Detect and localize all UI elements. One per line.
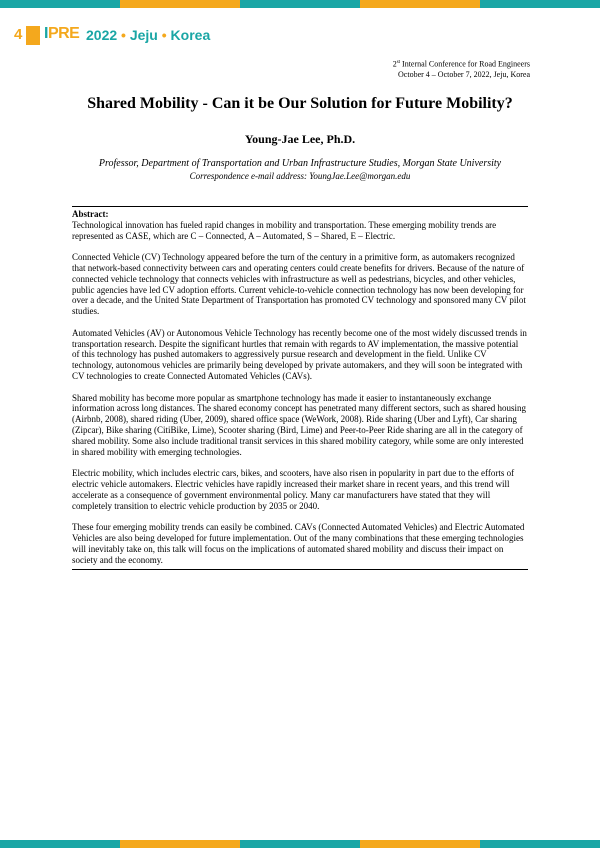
page-number: 4	[14, 26, 23, 43]
author-affiliation-block	[0, 158, 600, 182]
conference-name: 2st Internal Conference for Road Engineers	[392, 59, 530, 69]
header-conference-title: 2022 • Jeju • Korea	[86, 27, 211, 43]
abstract-paragraph: These four emerging mobility trends can easily be combined. CAVs (Connected Automated Vehicles) and Electric Automated Vehicles are also being developed for future implementation. Out of the many combinations that these emerging technologies will inevitably take on, this talk will focus on the implications of automated shared mobility and discuss their impact on society and the economy.	[72, 522, 525, 565]
conference-info	[393, 58, 530, 80]
conference-logo: IPRE	[44, 25, 80, 42]
paper-author: Young-Jae Lee, Ph.D.	[244, 132, 356, 146]
conference-dates: October 4 – October 7, 2022, Jeju, Korea	[398, 69, 530, 79]
header-accent-block	[26, 26, 40, 45]
abstract-paragraph: Technological innovation has fueled rapid changes in mobility and transportation. These emerging mobility trends are represented as CASE, which are C – Connected, A – Automated, S – Shared, E – Electric.	[72, 219, 497, 241]
affiliation: Professor, Department of Transportation and Urban Infrastructure Studies, Morgan State University	[98, 158, 502, 169]
abstract-label: Abstract:	[72, 209, 109, 219]
abstract-paragraph: Connected Vehicle (CV) Technology appeared before the turn of the century in a primitive form, as automakers recognized that network-based connectivity between cars and operating centers could create benefits for drivers. Because of the nature of connected vehicle technology that connects vehicles with infrastructure as well as pedestrians, bicycles, and other vehicles, public agencies have led CV adoption efforts. Current vehicle-to-vehicle connection technology has now been developing for over a decade, and the United State Department of Transportation has promoted CV technology and sponsored many CV pilot studies.	[72, 252, 526, 317]
paper-title: Shared Mobility - Can it be Our Solution for Future Mobility?	[87, 95, 513, 112]
abstract-paragraph: Electric mobility, which includes electric cars, bikes, and scooters, have also risen in popularity in part due to the efforts of electric vehicle automakers. Electric vehicles have rapidly increased their market share in recent years, and this trend will accelerate as a consequence of government environmental policy. Many car manufacturers have stated that they will completely transition to electric vehicle production by 2035 or 2040.	[72, 468, 515, 511]
abstract-paragraph: Automated Vehicles (AV) or Autonomous Vehicle Technology has recently become one of the most widely discussed trends in transportation research. Despite the significant hurtles that remain with regards to AV implementation, the massive potential of this technology has pushed automakers to aggressively pursue research and development in the field. Unlike CV technology, autonomous vehicles are primarily being developed by private automakers, and they will soon be integrated with CV technologies to create Connected Automated Vehicles (CAVs).	[72, 327, 527, 381]
bottom-color-stripe	[0, 840, 600, 848]
running-header	[0, 24, 600, 48]
abstract-paragraph: Shared mobility has become more popular as smartphone technology has made it easier to instantaneously exchange information across long distances. The shared economy concept has penetrated many different sectors, such as shared housing (Airbnb, 2008), shared riding (Uber, 2009), shared office space (WeWork, 2008). Ride sharing (Uber and Lyft), Car sharing (Zipcar), Bike sharing (CitiBike, Lime), Scooter sharing (Bird, Lime) and Peer-to-Peer Ride sharing are all in the category of shared mobility. Some also include traditional transit services in this shared mobility category, while some are only interested in shared mobility with emerging technologies.	[72, 392, 527, 457]
bottom-divider	[72, 569, 528, 570]
abstract	[72, 209, 528, 570]
correspondence-email: Correspondence e-mail address: YoungJae.Lee@morgan.edu	[189, 171, 411, 181]
top-color-stripe	[0, 0, 600, 8]
top-divider	[72, 206, 528, 207]
